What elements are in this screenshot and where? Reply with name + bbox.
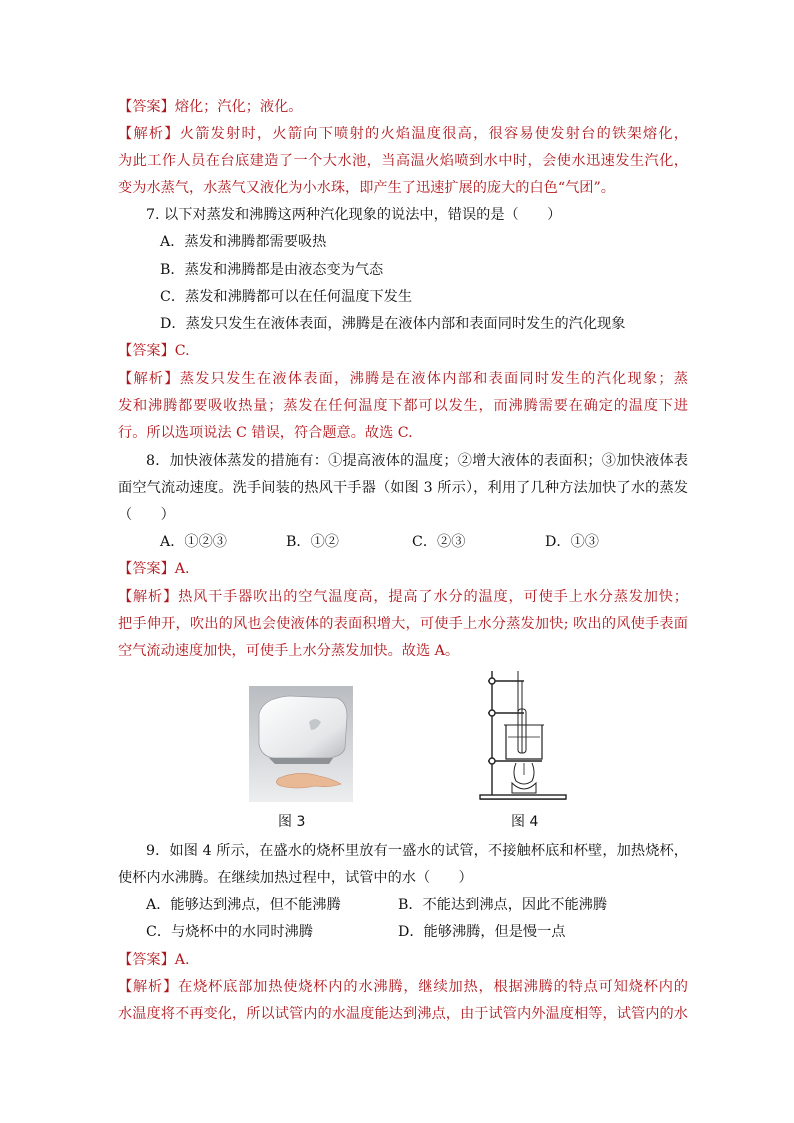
q8-analysis-line-3: 空气流动速度加快，可使手上水分蒸发加快。故选 A。	[118, 643, 460, 659]
q7-answer-line: 【答案】C.	[118, 343, 190, 359]
q7-analysis-line-2: 发和沸腾都要吸收热量；蒸发在任何温度下都可以发生，而沸腾需要在确定的温度下进	[118, 398, 688, 414]
q7-analysis-line-1: 【解析】蒸发只发生在液体表面，沸腾是在液体内部和表面同时发生的汽化现象；蒸	[118, 371, 688, 387]
q8-stem-line-3: （ ）	[118, 507, 175, 523]
q8-option-d: D．①③	[545, 534, 599, 550]
q7-option-b: B．蒸发和沸腾都是由液态变为气态	[160, 262, 384, 278]
q8-analysis-line-1: 【解析】热风干手器吹出的空气温度高，提高了水分的温度，可使手上水分蒸发加快；	[118, 589, 688, 605]
q8-answer: A.	[174, 561, 190, 577]
analysis-tag: 【解析】	[118, 126, 180, 142]
q9-analysis-line-1: 【解析】在烧杯底部加热使烧杯内的水沸腾，继续加热，根据沸腾的特点可知烧杯内的	[118, 979, 688, 995]
q9-stem-line-2: 使杯内水沸腾。在继续加热过程中，试管中的水（ ）	[118, 870, 473, 886]
q8-answer-line: 【答案】A.	[118, 561, 190, 577]
q8-stem-line-1: 8．加快液体蒸发的措施有：①提高液体的温度；②增大液体的表面积；③加快液体表	[146, 453, 688, 469]
q9-option-b: B．不能达到沸点，因此不能沸腾	[398, 897, 608, 913]
q9-option-a: A．能够达到沸点，但不能沸腾	[146, 897, 341, 913]
figure-3-caption: 图 3	[278, 814, 306, 830]
q7-stem: 7. 以下对蒸发和沸腾这两种汽化现象的说法中，错误的是（ ）	[146, 207, 562, 223]
q6-analysis-line-3: 变为水蒸气，水蒸气又液化为小水珠，即产生了迅速扩展的庞大的白色“气团”。	[118, 180, 615, 196]
q9-option-c: C．与烧杯中的水同时沸腾	[146, 924, 313, 940]
q9-option-d: D．能够沸腾，但是慢一点	[398, 924, 566, 940]
q7-answer: C.	[174, 343, 190, 359]
q6-analysis-line-1: 【解析】火箭发射时，火箭向下喷射的火焰温度很高，很容易使发射台的铁架熔化，	[118, 126, 688, 142]
q9-analysis-line-2: 水温度将不再变化，所以试管内的水温度能达到沸点，由于试管内外温度相等，试管内的水	[118, 1006, 688, 1022]
q6-answer-line	[118, 94, 688, 121]
q8-analysis-line-2: 把手伸开，吹出的风也会使液体的表面积增大，可使手上水分蒸发加快; 吹出的风使手表面	[118, 616, 688, 632]
hand-dryer-figure	[249, 686, 353, 802]
q7-option-a: A．蒸发和沸腾都需要吸热	[160, 234, 327, 250]
q7-option-c: C．蒸发和沸腾都可以在任何温度下发生	[160, 289, 413, 305]
q8-stem-line-2: 面空气流动速度。洗手间装的热风干手器（如图 3 所示），利用了几种方法加快了水的蒸发	[118, 480, 688, 496]
q7-option-d: D．蒸发只发生在液体表面，沸腾是在液体内部和表面同时发生的汽化现象	[160, 316, 626, 332]
answer-tag: 【答案】	[118, 99, 175, 115]
q8-option-c: C．②③	[412, 534, 466, 550]
q9-answer: A.	[174, 952, 190, 968]
q9-answer-line: 【答案】A.	[118, 952, 190, 968]
q7-analysis-line-3: 行。所以选项说法 C 错误，符合题意。故选 C.	[118, 425, 413, 441]
q9-stem-line-1: 9．如图 4 所示，在盛水的烧杯里放有一盛水的试管，不接触杯底和杯壁，加热烧杯，	[146, 843, 688, 859]
q6-answer: 熔化；汽化；液化。	[174, 99, 303, 115]
heating-apparatus-figure	[478, 665, 570, 805]
q8-option-a: A．①②③	[160, 534, 227, 550]
q6-analysis-line-2: 为此工作人员在台底建造了一个大水池，当高温火焰喷到水中时，会使水迅速发生汽化，	[118, 153, 688, 169]
q8-option-b: B．①②	[286, 534, 339, 550]
figure-4-caption: 图 4	[511, 814, 539, 830]
